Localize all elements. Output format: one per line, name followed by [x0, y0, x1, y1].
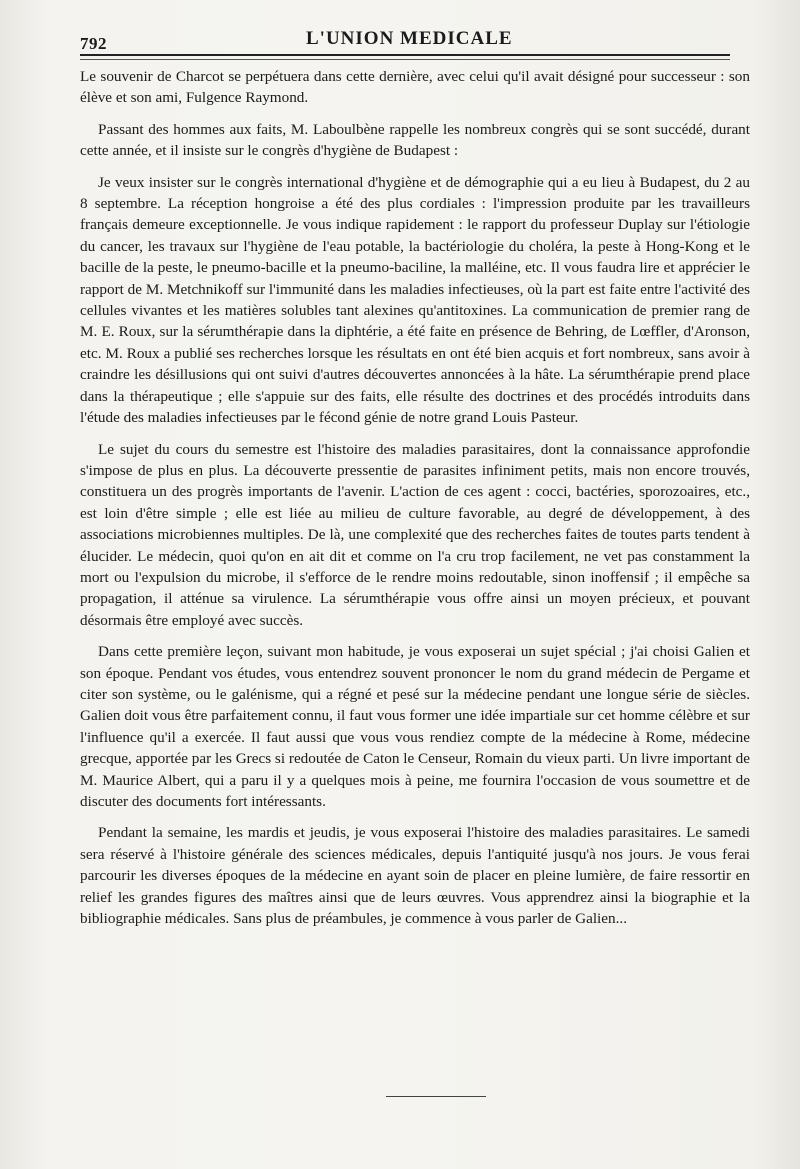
paragraph-budapest-congress: Je veux insister sur le congrès international d'hygiène et de démographie qui a eu lieu à Budapest, du 2 au 8 septembre. La réception hongroise a été des plus cordiales : l'impression produite par les travailleurs français demeure exceptionnelle. Je vous indique rapidement : le rapport du professeur Duplay sur l'étiologie du cancer, les travaux sur l'hygiène de l'eau potable, la bactériologie du choléra, la peste à Hong-Kong et le bacille de la peste, le pneumo-bacille et la pneumo-baciline, la malléine, etc. Il vous faudra lire et apprécier le rapport de M. Metchnikoff sur l'immunité dans les maladies infectieuses, où la part est faite entre l'activité des cellules vivantes et les matières solubles tant alexines qu'antitoxines. La communication de premier rang de M. E. Roux, sur la sérumthérapie dans la diphtérie, a été faite en présence de Behring, de Lœffler, d'Aronson, etc. M. Roux a publié ses recherches lorsque les résultats en ont été bien acquis et fort nombreux, sans avoir à craindre les désillusions qui ont suivi d'autres découvertes annoncées à la hâte. La sérumthérapie prend place dans la thérapeutique ; elle s'appuie sur des faits, elle résulte des doctrines et des procédés introduits dans l'étude des maladies infectieuses par le fécond génie de notre grand Louis Pasteur. — [80, 173, 750, 427]
paragraph-laboulbene: Passant des hommes aux faits, M. Laboulbène rappelle les nombreux congrès qui se sont succédé, durant cette année, et il insiste sur le congrès d'hygiène de Budapest : — [80, 120, 750, 160]
running-title: L'UNION MEDICALE — [306, 28, 513, 49]
paragraph-course-schedule: Pendant la semaine, les mardis et jeudis, je vous exposerai l'histoire des maladies parasitaires. Le samedi sera réservé à l'histoire générale des sciences médicales, depuis l'antiquité jusqu'à nos jours. Je vous ferai parcourir les diverses époques de la médecine en ayant soin de placer en pleine lumière, de faire ressortir en relief les grandes figures des maîtres ainsi que de leurs œuvres. Vous apprendrez ainsi la biographie et la bibliographie médicales. Sans plus de préambules, je commence à vous parler de Galien... — [80, 824, 750, 928]
header-rule — [80, 54, 730, 56]
body-text — [80, 66, 750, 939]
paragraph-galien: Dans cette première leçon, suivant mon habitude, je vous exposerai un sujet spécial ; j'ai choisi Galien et son époque. Pendant vos études, vous entendrez souvent prononcer le nom du grand médecin de Pergame et citer son système, ou le galénisme, qui a régné et pesé sur la médecine pendant une longue série de siècles. Galien doit vous être parfaitement connu, il faut vous former une idée impartiale sur cet homme célèbre et sur l'influence qu'il a exercée. Il faut aussi que vous vous rendiez compte de la médecine à Rome, médecine grecque, apportée par les Grecs si redoutée de Caton le Censeur, Romain du vieux parti. Un livre important de M. Maurice Albert, qui a paru il y a quelques mois à peine, me fournira l'occasion de vous soumettre et de discuter des documents fort intéressants. — [80, 643, 750, 810]
page-number: 792 — [80, 34, 107, 53]
header-rule-thin — [80, 59, 730, 60]
paragraph-parasitic-diseases: Le sujet du cours du semestre est l'histoire des maladies parasitaires, dont la connaissance approfondie s'impose de plus en plus. La découverte pressentie de parasites infiniment petits, mais non encore trouvés, constituera un des progrès importants de l'avenir. L'action de ces agent : cocci, bactéries, sporozoaires, etc., est loin d'être simple ; elle est liée au milieu de culture favorable, au degré de développement, à des associations microbiennes multiples. De là, une complexité que des recherches faites de toutes parts tendent à élucider. Le médecin, quoi qu'on en ait dit et comme on l'a cru trop facilement, ne vet pas constamment la mort ou l'expulsion du microbe, il s'efforce de le rendre moins redoutable, sinon inoffensif ; il empêche sa propagation, il atténue sa virulence. La sérumthérapie vous offre ainsi un moyen précieux, et pouvant désormais être employé avec succès. — [80, 440, 750, 629]
footer-rule — [386, 1096, 486, 1097]
paragraph-charcot: Le souvenir de Charcot se perpétuera dans cette dernière, avec celui qu'il avait désigné pour successeur : son élève et son ami, Fulgence Raymond. — [80, 68, 750, 107]
